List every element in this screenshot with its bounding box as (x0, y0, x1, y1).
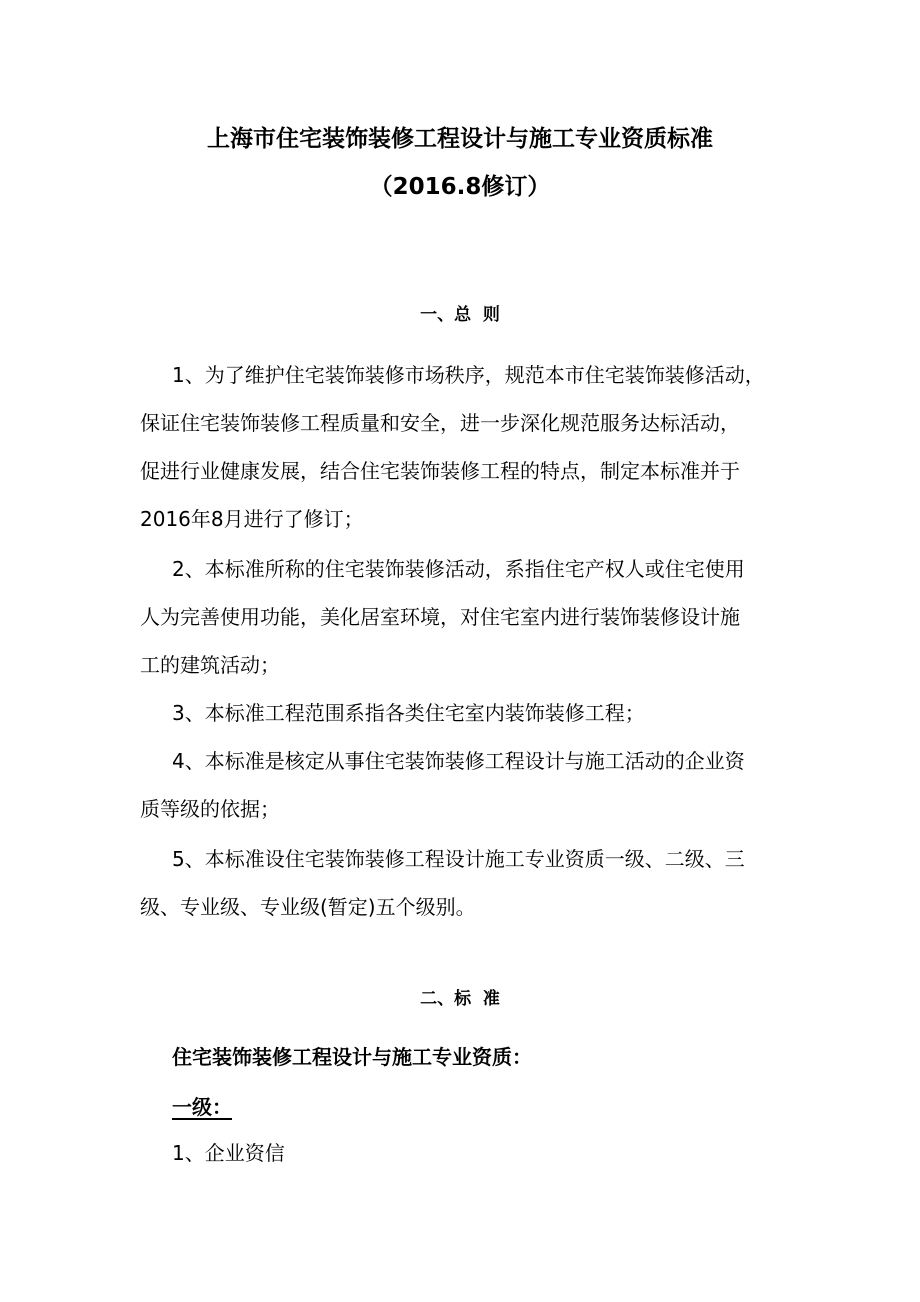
document-title: 上海市住宅装饰装修工程设计与施工专业资质标准 (207, 126, 713, 152)
paragraph-line: 3、本标准工程范围系指各类住宅室内装饰装修工程； (172, 701, 645, 725)
paragraph-line: 工的建筑活动； (140, 653, 280, 677)
paragraph-line: 保证住宅装饰装修工程质量和安全，进一步深化规范服务达标活动， (140, 411, 740, 435)
document-subtitle: （2016.8修订） (369, 174, 551, 200)
level-one-label: 一级： (172, 1095, 232, 1119)
paragraph-line: 促进行业健康发展，结合住宅装饰装修工程的特点，制定本标准并于 (140, 459, 740, 483)
paragraph-line: 4、本标准是核定从事住宅装饰装修工程设计与施工活动的企业资 (172, 749, 745, 773)
paragraph-line: 人为完善使用功能，美化居室环境，对住宅室内进行装饰装修设计施 (140, 605, 740, 629)
paragraph-line: 5、本标准设住宅装饰装修工程设计施工专业资质一级、二级、三 (172, 847, 745, 871)
paragraph-line: 2016年8月进行了修订； (140, 507, 364, 531)
paragraph-line: 1、为了维护住宅装饰装修市场秩序，规范本市住宅装饰装修活动， (172, 363, 765, 387)
list-item: 1、企业资信 (172, 1141, 285, 1165)
paragraph-line: 级、专业级、专业级(暂定)五个级别。 (140, 895, 476, 919)
qualification-intro: 住宅装饰装修工程设计与施工专业资质： (172, 1045, 532, 1069)
paragraph-line: 质等级的依据； (140, 797, 280, 821)
paragraph-line: 2、本标准所称的住宅装饰装修活动，系指住宅产权人或住宅使用 (172, 557, 745, 581)
section-heading-general: 一、总 则 (420, 305, 500, 325)
section-heading-standard: 二、标 准 (420, 989, 500, 1009)
